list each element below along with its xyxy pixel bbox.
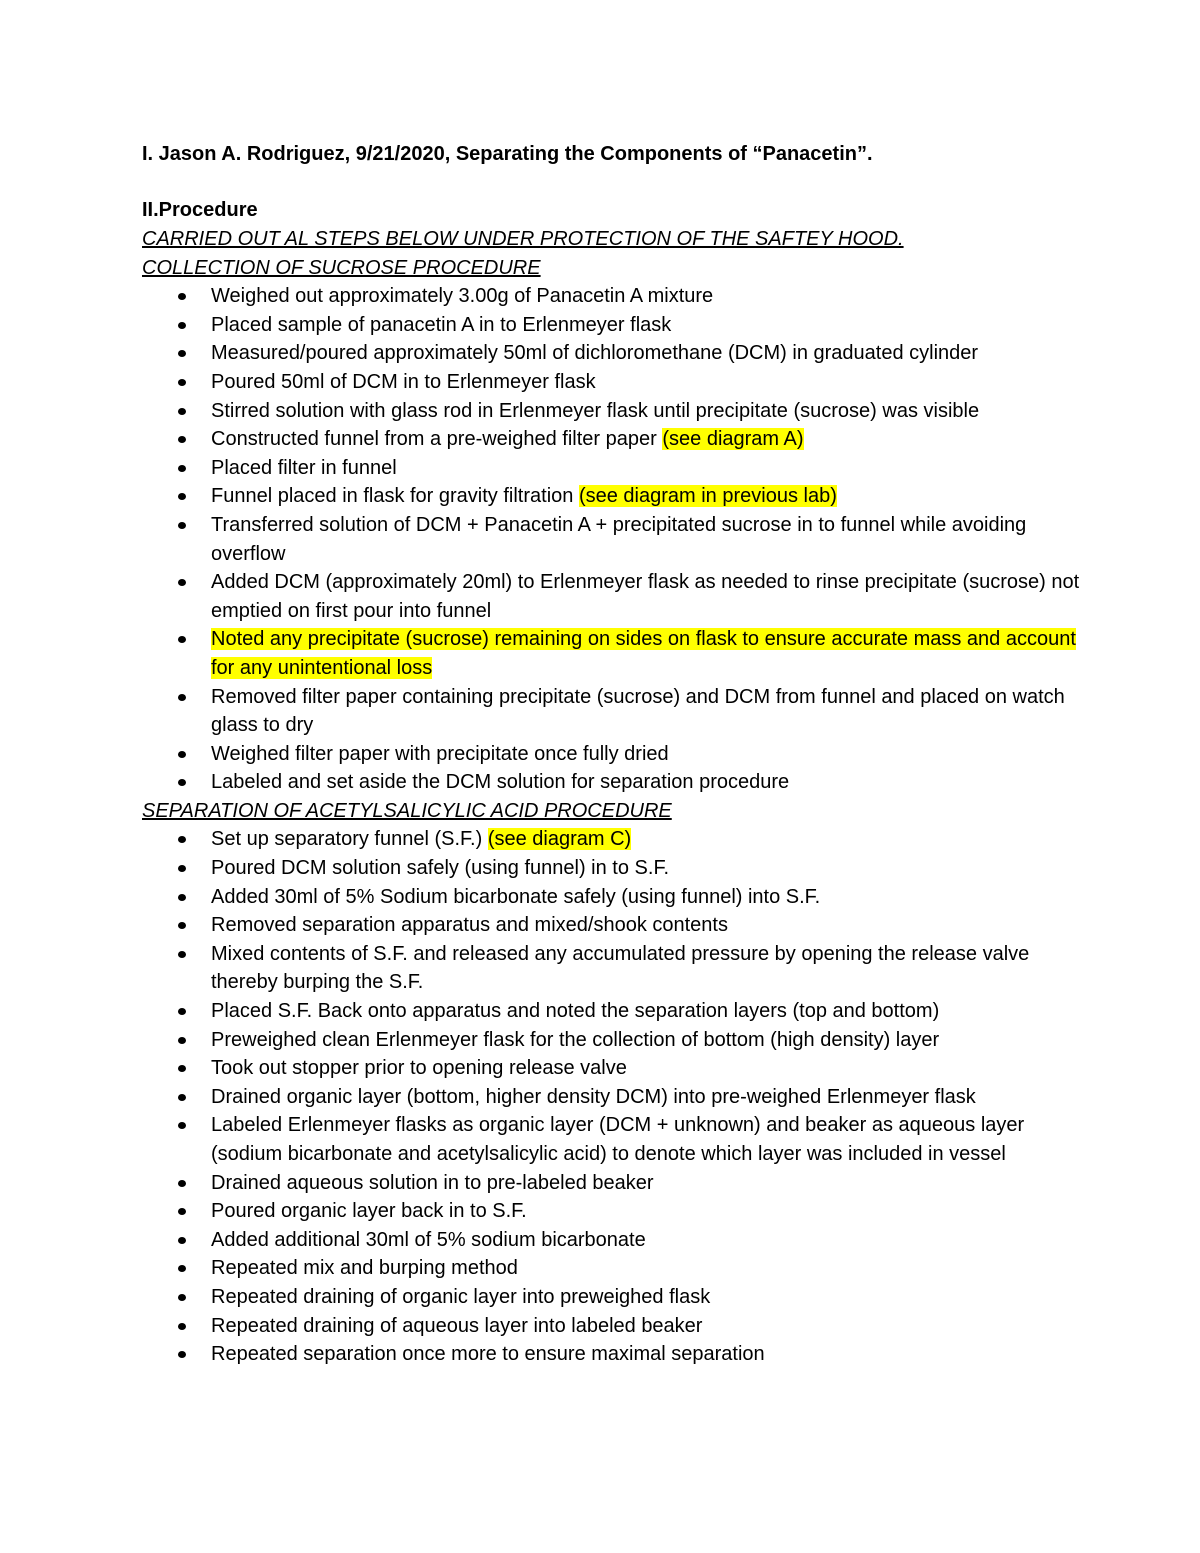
list-item <box>142 940 1082 997</box>
list-item <box>142 1026 1082 1055</box>
list-item <box>142 683 1082 740</box>
list-item <box>142 454 1082 483</box>
bullet-icon <box>178 1037 186 1044</box>
list-item <box>142 1283 1082 1312</box>
step-text: Funnel placed in flask for gravity filtration <box>211 485 579 508</box>
step-text: Placed sample of panacetin A in to Erlenmeyer flask <box>211 313 672 336</box>
bullet-icon <box>178 694 186 701</box>
bullet-icon <box>178 636 186 643</box>
list-item <box>142 425 1082 454</box>
bullet-icon <box>178 465 186 472</box>
step-text: Labeled Erlenmeyer flasks as organic layer (DCM + unknown) and beaker as aqueous layer (sodium bicarbonate and acetylsalicylic acid) to denote which layer was included in vessel <box>211 1114 1025 1165</box>
list-item <box>142 1340 1082 1369</box>
step-text: Poured 50ml of DCM in to Erlenmeyer flask <box>211 370 596 393</box>
list-item <box>142 311 1082 340</box>
bullet-icon <box>178 951 186 958</box>
list-item <box>142 911 1082 940</box>
step-text: Added DCM (approximately 20ml) to Erlenmeyer flask as needed to rinse precipitate (sucrose) not emptied on first pour into funnel <box>211 571 1080 622</box>
list-item <box>142 1197 1082 1226</box>
list-item <box>142 1169 1082 1198</box>
step-text: Placed filter in funnel <box>211 456 397 479</box>
bullet-icon <box>178 493 186 500</box>
document-title: I. Jason A. Rodriguez, 9/21/2020, Separating the Components of “Panacetin”. <box>142 143 873 165</box>
procedure-body <box>142 225 1082 1369</box>
step-text: Repeated mix and burping method <box>211 1257 518 1280</box>
step-text: Preweighed clean Erlenmeyer flask for the collection of bottom (high density) layer <box>211 1028 940 1051</box>
bullet-icon <box>178 522 186 529</box>
list-item <box>142 397 1082 426</box>
safety-note: CARRIED OUT AL STEPS BELOW UNDER PROTECTION OF THE SAFTEY HOOD. <box>142 228 904 250</box>
bullet-icon <box>178 1323 186 1330</box>
procedure-heading: II.Procedure <box>142 199 258 221</box>
bullet-icon <box>178 1351 186 1358</box>
bullet-icon <box>178 1122 186 1129</box>
bullet-icon <box>178 751 186 758</box>
sucrose-section-heading: COLLECTION OF SUCROSE PROCEDURE <box>142 256 541 279</box>
bullet-icon <box>178 436 186 443</box>
bullet-icon <box>178 922 186 929</box>
bullet-icon <box>178 779 186 786</box>
step-text: Removed filter paper containing precipitate (sucrose) and DCM from funnel and placed on watch glass to dry <box>211 685 1065 737</box>
bullet-icon <box>178 1008 186 1015</box>
step-text: Took out stopper prior to opening release valve <box>211 1057 627 1080</box>
step-text: Constructed funnel from a pre-weighed filter paper <box>211 428 663 451</box>
list-item <box>142 1083 1082 1112</box>
bullet-icon <box>178 350 186 357</box>
list-item <box>142 1312 1082 1341</box>
list-item <box>142 740 1082 769</box>
step-text: Set up separatory funnel (S.F.) <box>211 828 488 851</box>
list-item <box>142 883 1082 912</box>
step-highlight-text: Noted any precipitate (sucrose) remaining on sides on flask to ensure accurate mass and account for any unintentional loss <box>211 628 1076 679</box>
step-text: Drained organic layer (bottom, higher density DCM) into pre-weighed Erlenmeyer flask <box>211 1085 976 1108</box>
bullet-icon <box>178 865 186 872</box>
bullet-icon <box>178 408 186 415</box>
step-text: Added additional 30ml of 5% sodium bicarbonate <box>211 1228 646 1251</box>
step-text: Labeled and set aside the DCM solution for separation procedure <box>211 771 790 794</box>
step-text: Drained aqueous solution in to pre-labeled beaker <box>211 1171 654 1194</box>
step-text: Measured/poured approximately 50ml of dichloromethane (DCM) in graduated cylinder <box>211 342 979 365</box>
bullet-icon <box>178 322 186 329</box>
bullet-icon <box>178 579 186 586</box>
step-highlight-text: (see diagram C) <box>487 828 632 851</box>
step-text: Removed separation apparatus and mixed/shook contents <box>211 914 728 937</box>
step-text: Repeated draining of aqueous layer into labeled beaker <box>211 1314 703 1337</box>
list-item <box>142 282 1082 311</box>
list-item <box>142 482 1082 511</box>
bullet-icon <box>178 1294 186 1301</box>
bullet-icon <box>178 1237 186 1244</box>
step-text: Stirred solution with glass rod in Erlenmeyer flask until precipitate (sucrose) was visible <box>211 399 980 422</box>
separation-section-heading: SEPARATION OF ACETYLSALICYLIC ACID PROCEDURE <box>142 799 672 822</box>
list-item <box>142 825 1082 854</box>
bullet-icon <box>178 1265 186 1272</box>
step-highlight-text: (see diagram A) <box>662 428 804 451</box>
step-text: Weighed out approximately 3.00g of Panacetin A mixture <box>211 285 714 308</box>
bullet-icon <box>178 379 186 386</box>
step-text: Added 30ml of 5% Sodium bicarbonate safely (using funnel) into S.F. <box>211 885 821 908</box>
step-text: Repeated draining of organic layer into preweighed flask <box>211 1285 711 1308</box>
list-item <box>142 368 1082 397</box>
bullet-icon <box>178 836 186 843</box>
step-text: Poured organic layer back in to S.F. <box>211 1200 527 1223</box>
step-text: Placed S.F. Back onto apparatus and noted the separation layers (top and bottom) <box>211 1000 940 1023</box>
list-item <box>142 1254 1082 1283</box>
bullet-icon <box>178 894 186 901</box>
list-item <box>142 511 1082 568</box>
sucrose-steps-list <box>142 282 1082 797</box>
step-text: Repeated separation once more to ensure maximal separation <box>211 1343 765 1366</box>
step-text: Poured DCM solution safely (using funnel) in to S.F. <box>211 857 669 880</box>
list-item <box>142 997 1082 1026</box>
list-item <box>142 1111 1082 1168</box>
step-highlight-text: (see diagram in previous lab) <box>578 485 837 508</box>
bullet-icon <box>178 1208 186 1215</box>
list-item <box>142 339 1082 368</box>
list-item <box>142 768 1082 797</box>
step-text: Mixed contents of S.F. and released any accumulated pressure by opening the release valve thereby burping the S.F. <box>211 942 1030 994</box>
bullet-icon <box>178 1180 186 1187</box>
list-item <box>142 1054 1082 1083</box>
list-item <box>142 1226 1082 1255</box>
step-text: Transferred solution of DCM + Panacetin A + precipitated sucrose in to funnel while avoiding overflow <box>211 513 1027 565</box>
bullet-icon <box>178 1065 186 1072</box>
list-item <box>142 568 1082 625</box>
step-text: Weighed filter paper with precipitate once fully dried <box>211 742 669 765</box>
separation-steps-list <box>142 825 1082 1368</box>
bullet-icon <box>178 1094 186 1101</box>
bullet-icon <box>178 293 186 300</box>
list-item <box>142 625 1082 682</box>
list-item <box>142 854 1082 883</box>
